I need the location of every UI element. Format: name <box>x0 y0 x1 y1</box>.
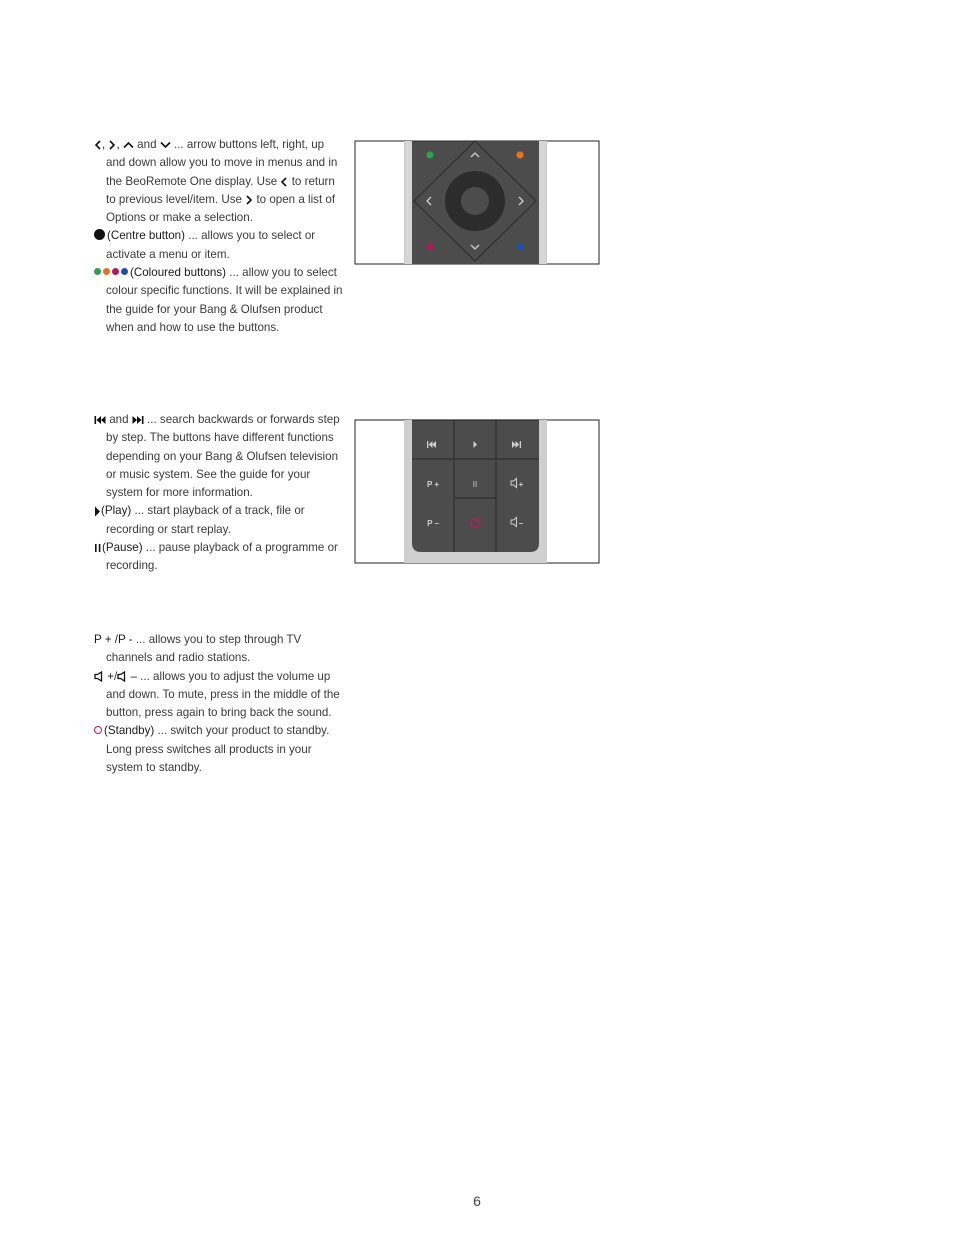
volume-paragraph <box>94 668 344 723</box>
arrow-left-icon <box>94 140 102 150</box>
green-dot-icon <box>94 268 101 275</box>
magenta-button <box>426 243 433 250</box>
remote-playback-illustration <box>354 419 601 565</box>
skip-forward-icon <box>132 415 144 425</box>
volume-plus-sign: + <box>107 669 115 683</box>
coloured-description: ... allow you to select colour specific functions. It will be explained in the guide for your Bang & Olufsen product when and how to use the buttons. <box>106 266 343 334</box>
centre-description: ... allows you to select or activate a menu or item. <box>106 229 316 261</box>
pause-description: ... pause playback of a programme or recording. <box>106 541 338 573</box>
and-word: and <box>109 413 129 426</box>
arrow-right-icon <box>245 195 253 205</box>
section-navigation-text <box>94 136 344 337</box>
arrow-up-icon <box>123 141 134 149</box>
orange-button <box>516 151 523 158</box>
volume-slash: / <box>114 669 118 683</box>
play-description: ... start playback of a track, file or recording or start replay. <box>106 504 305 536</box>
blue-button <box>516 243 523 250</box>
arrow-left-icon <box>280 177 288 187</box>
separator: , <box>116 138 120 151</box>
pause-paragraph <box>94 539 344 576</box>
section-channel-volume-text <box>94 631 344 777</box>
skip-paragraph <box>94 411 344 502</box>
standby-description: ... switch your product to standby. Long press switches all products in your system to standby. <box>106 724 330 775</box>
play-paragraph <box>94 502 344 539</box>
volume-plus-label: + <box>518 480 524 489</box>
volume-minus-sign: – <box>130 669 137 683</box>
p-plus-label: P + <box>426 480 440 489</box>
magenta-dot-icon <box>112 268 119 275</box>
skip-description: ... search backwards or forwards step by step. The buttons have different functions depending on your Bang & Olufsen television or music system. See the guide for your system for more information. <box>106 413 340 500</box>
volume-minus-label: – <box>518 519 524 528</box>
program-term: P + /P - <box>94 633 133 646</box>
volume-description: ... allows you to adjust the volume up and down. To mute, press in the middle of the button, press again to bring back the sound. <box>106 669 340 720</box>
arrows-description-3: to open a list of Options or make a selection. <box>106 192 336 225</box>
centre-paragraph <box>94 227 344 264</box>
program-paragraph <box>94 631 344 668</box>
program-description: ... allows you to step through TV channels and radio stations. <box>106 633 302 665</box>
centre-button-icon <box>94 229 105 240</box>
play-icon <box>94 506 101 517</box>
standby-paragraph <box>94 722 344 777</box>
arrows-description-2: to return to previous level/item. Use <box>106 174 335 206</box>
separator: , <box>102 138 106 151</box>
green-button <box>426 151 433 158</box>
centre-button <box>461 187 489 215</box>
pause-term: (Pause) <box>102 541 143 555</box>
arrows-paragraph <box>94 136 344 227</box>
skip-back-icon <box>94 415 106 425</box>
play-term: (Play) <box>101 504 132 518</box>
speaker-icon <box>94 671 104 682</box>
pause-icon <box>94 543 102 553</box>
orange-dot-icon <box>103 268 110 275</box>
arrow-down-icon <box>160 141 171 149</box>
coloured-term: (Coloured buttons) <box>130 266 227 280</box>
speaker-icon <box>117 671 127 682</box>
pause-label: II <box>472 480 478 489</box>
and-word: and <box>137 138 157 151</box>
coloured-paragraph <box>94 264 344 337</box>
arrows-description: ... arrow buttons left, right, up and down allow you to move in menus and in the BeoRemote One display. Use <box>106 138 338 188</box>
centre-term: (Centre button) <box>107 229 185 243</box>
p-minus-label: P – <box>427 519 439 528</box>
section-playback-text <box>94 411 344 576</box>
remote-navigation-illustration <box>354 140 601 266</box>
standby-icon <box>94 726 102 734</box>
blue-dot-icon <box>121 268 128 275</box>
standby-term: (Standby) <box>104 724 155 738</box>
page-number: 6 <box>473 1193 481 1209</box>
